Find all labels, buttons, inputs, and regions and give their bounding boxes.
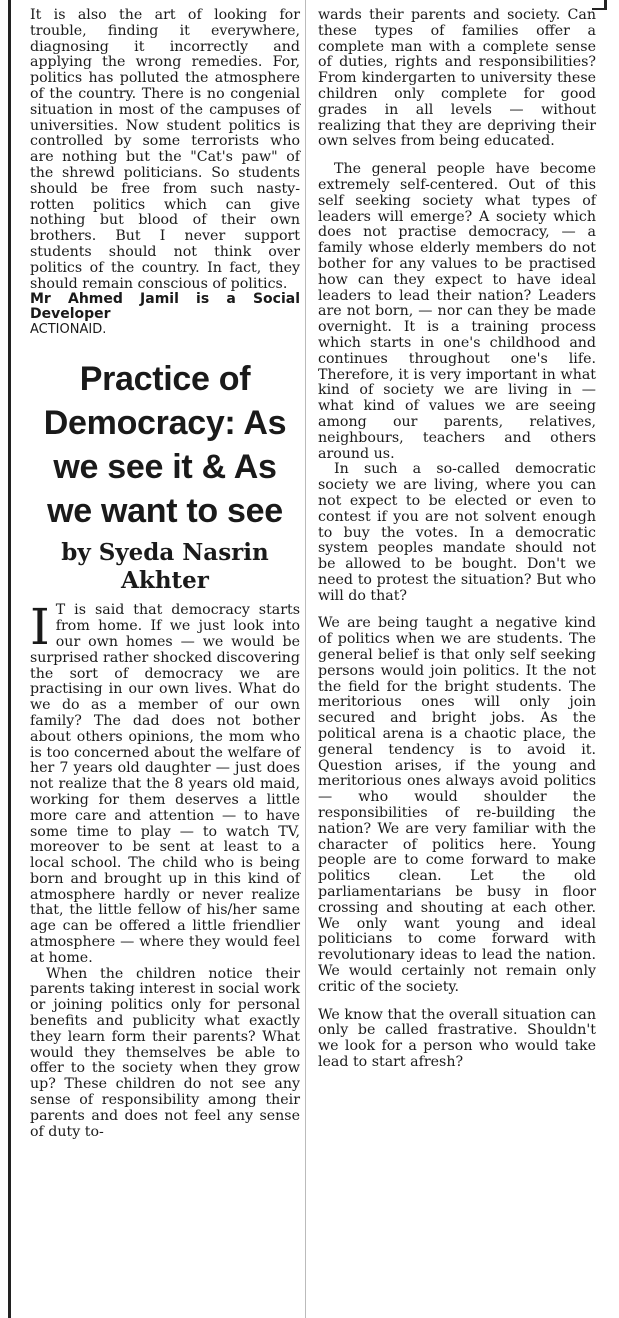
article-paragraph-2: When the children notice their parents taking interest in social work or joining politics only for personal benefits and publicity what exactly they learn form their parents? What would they themselves be able to offer to the society when they grow up? These children do not see any sense of responsibility among their parents and does not feel any sense of duty to- xyxy=(30,965,300,1140)
column-gutter xyxy=(305,0,306,1318)
right-paragraph-2: The general people have become extremely self-centered. Out of this self seeking society what types of leaders will emerge? A society which does not practise democracy, — a family whose elderly members do not bother for any values to be practised how can they expect to have ideal leaders to lead their nation? Leaders are not born, — nor can they be made overnight. It is a training process which starts in one's childhood and continues throughout one's life. Therefore, it is very important in what kind of society we are living in — what kind of values we are seeing among our parents, relatives, neighbours, teachers and others around us. xyxy=(318,161,596,462)
article-headline: Practice of Democracy: As we see it & As we want to see xyxy=(43,360,287,531)
article-author: by Syeda Nasrin Akhter xyxy=(61,539,269,595)
article-paragraph-1-text: T is said that democracy starts from home. If we just look into our own homes — we would be surprised rather shocked discovering the sort of democracy we are practising in our own lives. What do we do as a member of our own family? The dad does not bother about others opinions, the mom who is too concerned about the welfare of her 7 years old daughter — just does not realize that the 8 years old maid, working for them deserves a little more care and attention — to have some time to play — to watch TV, moreover to be sent at least to a local school. The child who is being born and brought up in this kind of atmosphere hardly or never realize that, the little fellow of his/her same age can be offered a little friendlier atmosphere — where they would feel at home. xyxy=(30,602,300,966)
right-paragraph-1: wards their parents and society. Can these types of families offer a complete man with a complete sense of duties, rights and responsibilities? From kindergarten to university these children only complete for good grades in all levels — without realizing that they are depriving their own selves from being educated. xyxy=(318,7,596,150)
contributor-name: Mr Ahmed Jamil is a Social Developer xyxy=(30,291,300,323)
drop-cap: I xyxy=(30,598,50,657)
right-paragraph-5: We know that the overall situation can only be called frastrative. Shouldn't we look for a person who would take lead to start afresh? xyxy=(318,1006,596,1070)
right-column xyxy=(318,8,596,1071)
left-column xyxy=(30,8,300,1140)
right-paragraph-4: We are being taught a negative kind of politics when we are students. The general belief is that only self seeking persons would join politics. It the not the field for the bright students. The meritorious ones will only join secured and bright jobs. As the political arena is a chaotic place, the general tendency is to avoid it. Question arises, if the young and meritorious ones always avoid politics — who would shoulder the responsibilities of re-building the nation? We are very familiar with the character of politics here. Young people are to come forward to make politics clean. Let the old parliamentarians be busy in floor crossing and shouting at each other. We only want young and ideal politicians to come forward with revolutionary ideas to lead the nation. We would certainly not remain only critic of the society. xyxy=(318,615,596,995)
intro-paragraph: It is also the art of looking for trouble, finding it everywhere, diagnosing it incorrectly and applying the wrong remedies. For, politics has polluted the atmosphere of the country. There is no congenial situation in most of the campuses of universities. Now student politics is controlled by some terrorists who are nothing but the "Cat's paw" of the shrewd politicians. So students should be free from such nasty-rotten politics which can give nothing but blood of their own brothers. But I never support students should not think over politics of the country. In fact, they should remain conscious of politics. xyxy=(30,7,300,292)
right-paragraph-3: In such a so-called democratic society we are living, where you can not expect to be elected or even to contest if you are not solvent enough to buy the votes. In a democratic system peoples mandate should not be allowed to be bought. Don't we need to protest the situation? But who will do that? xyxy=(318,461,596,604)
column-rule-left xyxy=(8,0,11,1318)
contributor-org: ACTIONAID. xyxy=(30,322,107,338)
article-paragraph-1 xyxy=(30,598,300,966)
